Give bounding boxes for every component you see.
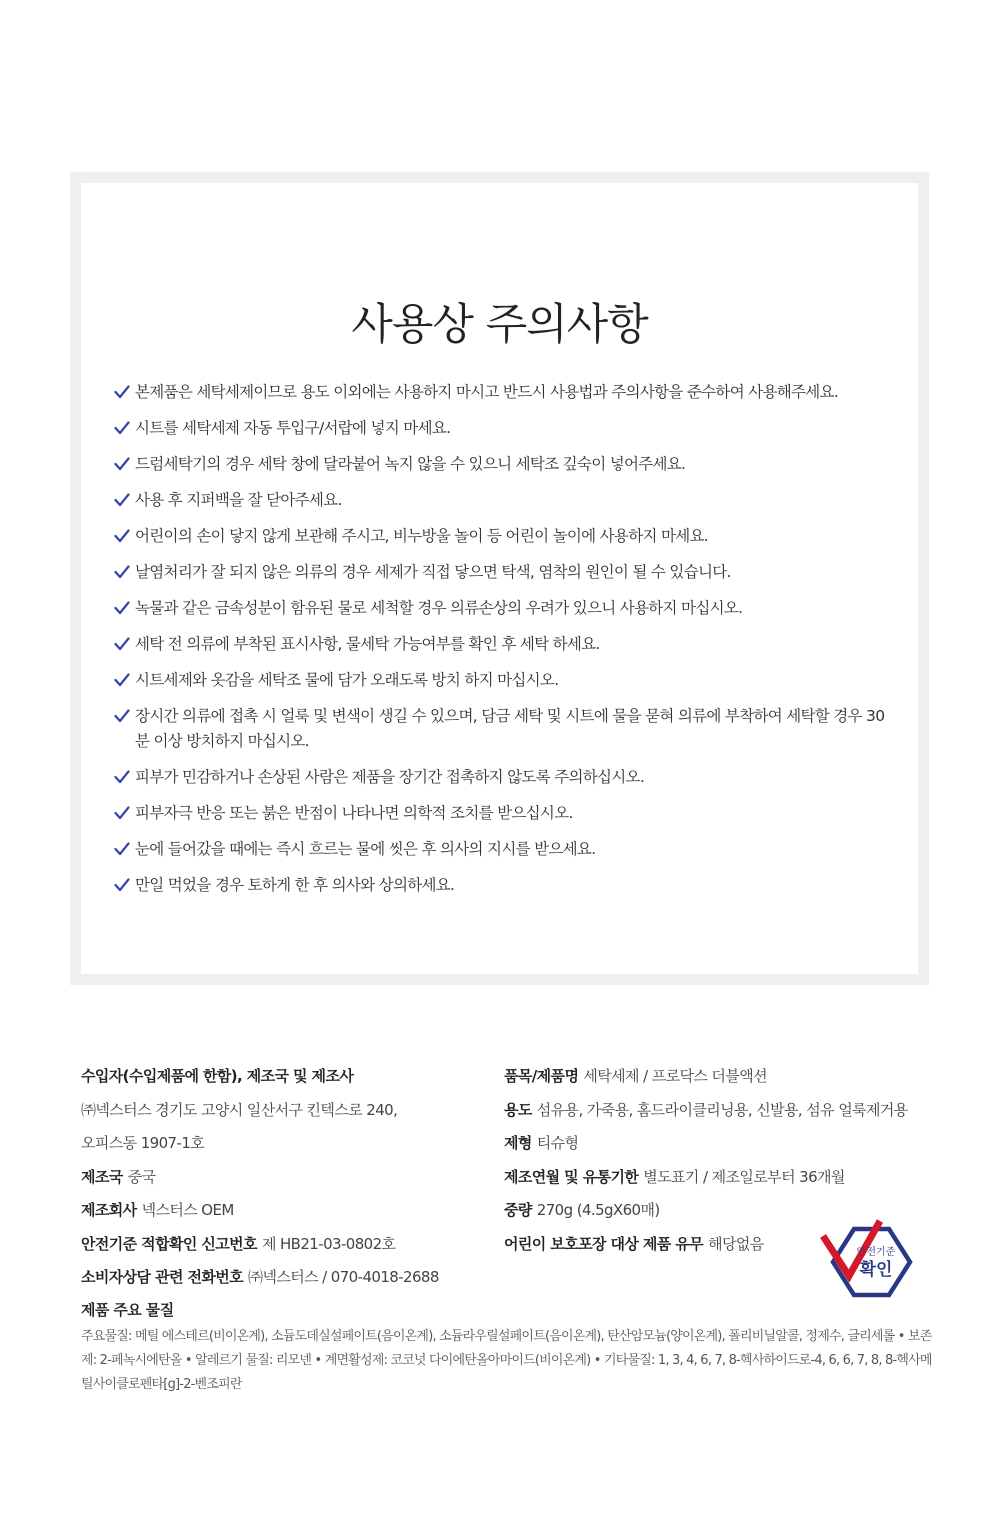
check-icon (114, 637, 130, 651)
check-icon (114, 493, 130, 507)
safety-number-label: 안전기준 적합확인 신고번호 (81, 1234, 257, 1253)
product-info-left (81, 1060, 491, 1295)
caution-item (114, 380, 898, 405)
caution-item (114, 632, 898, 657)
consult-phone-label: 소비자상담 관련 전화번호 (81, 1268, 244, 1286)
manufacturer-row (81, 1194, 491, 1228)
caution-item (114, 873, 898, 898)
product-name-value: 세탁세제 / 프로닥스 더블액션 (583, 1067, 767, 1085)
country-label: 제조국 (81, 1167, 123, 1186)
date-value: 별도표기 / 제조일로부터 36개월 (643, 1167, 845, 1186)
check-icon (114, 770, 130, 784)
childproof-label: 어린이 보호포장 대상 제품 유무 (504, 1234, 704, 1253)
safety-number-value: 제 HB21-03-0802호 (261, 1234, 396, 1253)
caution-item (114, 488, 898, 513)
caution-item (114, 416, 898, 441)
materials-section (81, 1300, 941, 1397)
usage-value: 섬유용, 가죽용, 홈드라이클리닝용, 신발용, 섬유 얼룩제거용 (536, 1100, 908, 1119)
check-icon (114, 709, 130, 723)
check-icon (114, 385, 130, 399)
caution-item-text: 녹물과 같은 금속성분이 함유된 물로 세척할 경우 의류손상의 우려가 있으니 사용하지 마십시오. (135, 599, 743, 617)
date-row (504, 1161, 944, 1195)
consult-phone-value: ㈜넥스터스 / 070-4018-2688 (248, 1268, 439, 1286)
badge-top-text: 안전기준 (856, 1247, 896, 1258)
caution-item (114, 560, 898, 585)
caution-item (114, 668, 898, 693)
check-icon (114, 565, 130, 579)
materials-text: 주요물질: 메틸 에스테르(비이온계), 소듐도데실설페이트(음이온계), 소듐라우릴설페이트(음이온계), 탄산암모늄(양이온계), 폴리비닐알콜, 정제수, 글리세롤 • 보존제: 2-페녹시에탄올 • 알레르기 물질: 리모넨 • 계면활성제: 코코넛 다이에탄올아마이드(비이온계) • 기타물질: 1, 3, 4, 6, 7, 8-헥사하이드로-4, 6, 6, 7, 8, 8-헥사메틸사이클로펜타[g]-2-벤조피란 (81, 1329, 932, 1392)
importer-row (81, 1060, 491, 1094)
check-icon (114, 806, 130, 820)
caution-item (114, 596, 898, 621)
weight-label: 중량 (504, 1201, 532, 1219)
date-label: 제조연월 및 유통기한 (504, 1167, 639, 1186)
caution-item (114, 765, 898, 790)
check-icon (114, 421, 130, 435)
caution-item-text: 시트세제와 옷감을 세탁조 물에 담가 오래도록 방치 하지 마십시오. (135, 671, 559, 689)
caution-item (114, 704, 898, 754)
check-icon (114, 529, 130, 543)
caution-item-text: 만일 먹었을 경우 토하게 한 후 의사와 상의하세요. (135, 876, 455, 894)
caution-item-text: 사용 후 지퍼백을 잘 닫아주세요. (135, 491, 342, 509)
weight-value: 270g (4.5gX60매) (536, 1201, 660, 1219)
caution-item-text: 장시간 의류에 접촉 시 얼룩 및 변색이 생길 수 있으며, 담금 세탁 및 시트에 물을 묻혀 의류에 부착하여 세탁할 경우 30분 이상 방치하지 마십시오. (135, 707, 885, 750)
caution-item-text: 시트를 세탁세제 자동 투입구/서랍에 넣지 마세요. (135, 419, 451, 437)
form-row (504, 1127, 944, 1161)
caution-card (81, 183, 918, 974)
badge-main-text: 확인 (859, 1260, 893, 1280)
product-name-label: 품목/제품명 (504, 1067, 579, 1085)
caution-frame (70, 172, 929, 985)
caution-list (114, 380, 898, 909)
caution-item-text: 드럼세탁기의 경우 세탁 창에 달라붙어 녹지 않을 수 있으니 세탁조 깊숙이 넣어주세요. (135, 455, 686, 473)
manufacturer-value: 넥스터스 OEM (141, 1201, 234, 1219)
childproof-value: 해당없음 (708, 1234, 764, 1253)
caution-item (114, 524, 898, 549)
caution-item-text: 피부자극 반응 또는 붉은 반점이 나타나면 의학적 조치를 받으십시오. (135, 804, 573, 822)
caution-item-text: 어린이의 손이 닿지 않게 보관해 주시고, 비누방울 놀이 등 어린이 놀이에 사용하지 마세요. (135, 527, 709, 545)
caution-item-text: 날염처리가 잘 되지 않은 의류의 경우 세제가 직접 닿으면 탁색, 염착의 원인이 될 수 있습니다. (135, 563, 731, 581)
usage-row (504, 1094, 944, 1128)
check-icon (114, 842, 130, 856)
safety-check-badge-icon (820, 1218, 920, 1300)
country-value: 중국 (127, 1167, 156, 1186)
caution-item (114, 837, 898, 862)
check-icon (114, 457, 130, 471)
check-icon (114, 601, 130, 615)
product-name-row (504, 1060, 944, 1094)
form-label: 제형 (504, 1134, 532, 1152)
country-row (81, 1161, 491, 1195)
materials-title: 제품 주요 물질 (81, 1301, 174, 1319)
manufacturer-label: 제조회사 (81, 1201, 137, 1219)
consult-phone-row (81, 1261, 491, 1295)
usage-label: 용도 (504, 1100, 532, 1119)
caution-item-text: 세탁 전 의류에 부착된 표시사항, 물세탁 가능여부를 확인 후 세탁 하세요. (135, 635, 600, 653)
address-line-2: 오피스동 1907-1호 (81, 1134, 205, 1152)
caution-item (114, 801, 898, 826)
address-line-1: ㈜넥스터스 경기도 고양시 일산서구 킨텍스로 240, (81, 1100, 398, 1119)
caution-item-text: 피부가 민감하거나 손상된 사람은 제품을 장기간 접촉하지 않도록 주의하십시오. (135, 768, 645, 786)
safety-number-row (81, 1228, 491, 1262)
caution-item-text: 눈에 들어갔을 때에는 즉시 흐르는 물에 씻은 후 의사의 지시를 받으세요. (135, 840, 596, 858)
check-icon (114, 878, 130, 892)
importer-label: 수입자(수입제품에 한함), 제조국 및 제조사 (81, 1067, 354, 1085)
caution-item (114, 452, 898, 477)
caution-title: 사용상 주의사항 (351, 300, 648, 350)
caution-item-text: 본제품은 세탁세제이므로 용도 이외에는 사용하지 마시고 반드시 사용법과 주의사항을 준수하여 사용해주세요. (135, 383, 839, 401)
check-icon (114, 673, 130, 687)
form-value: 티슈형 (536, 1134, 579, 1152)
